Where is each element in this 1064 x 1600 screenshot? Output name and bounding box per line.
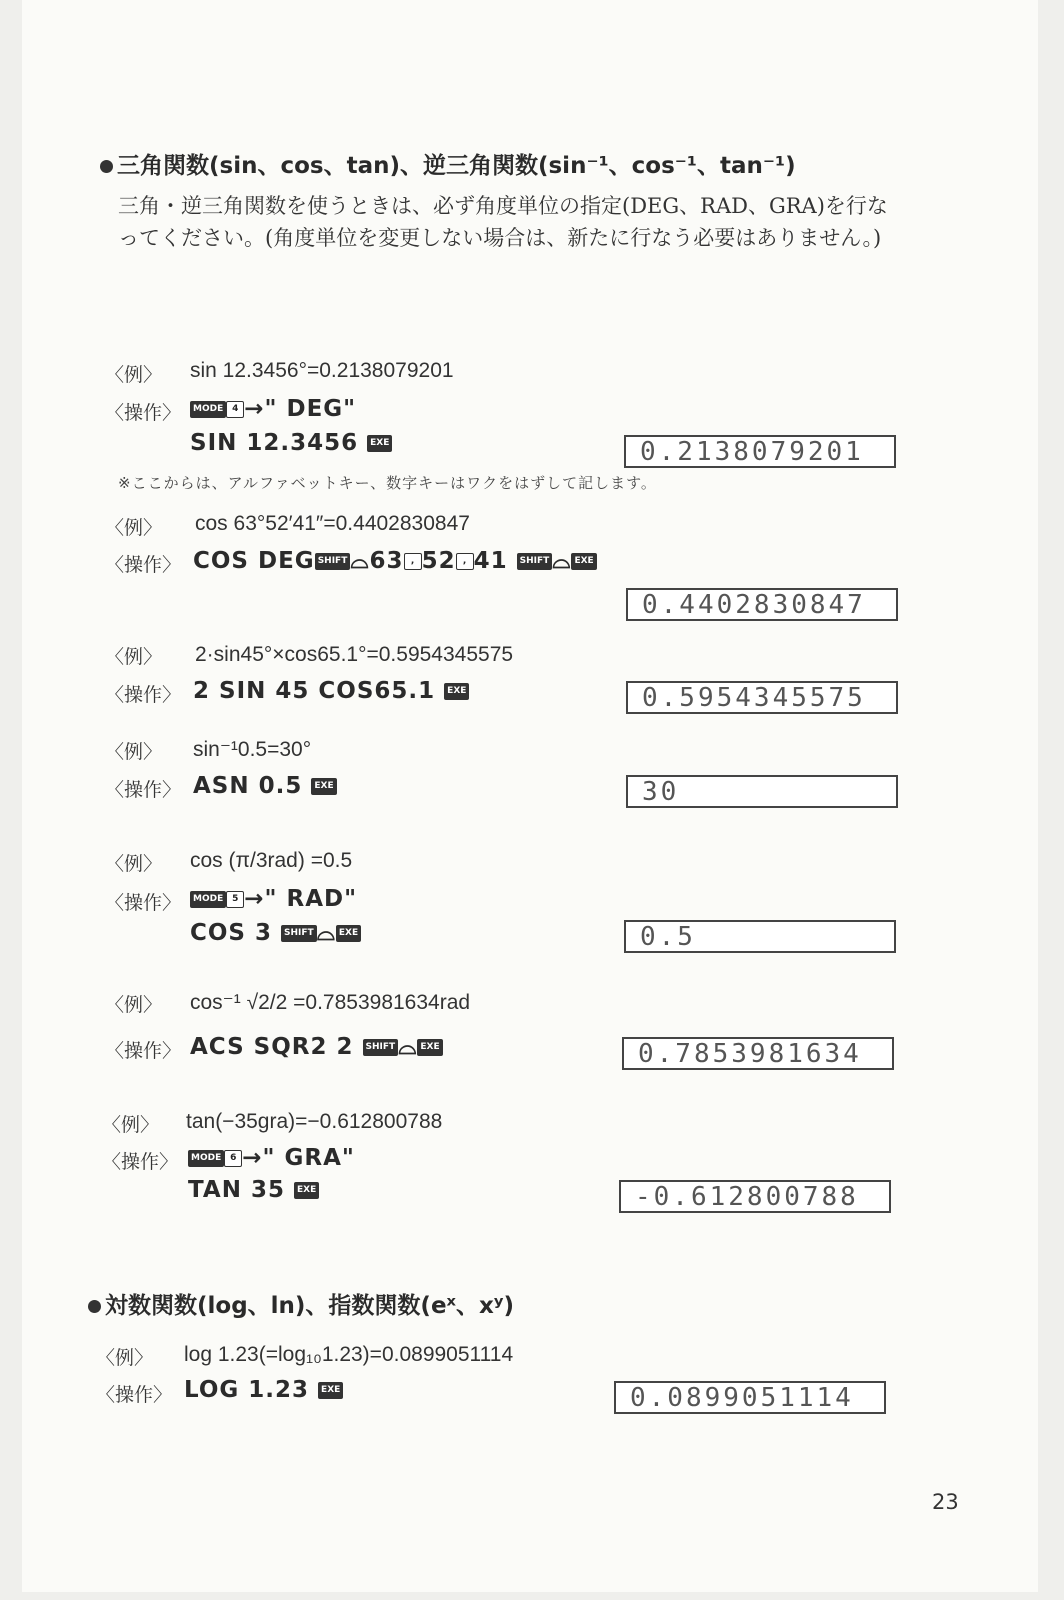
example-formula: log 1.23(=log₁₀1.23)=0.0899051114 [184, 1343, 514, 1366]
lcd-display: 0.5 [624, 920, 896, 953]
six-key: 6 [224, 1150, 242, 1167]
shift-key: SHIFT [363, 1039, 399, 1056]
exe-key: EXE [294, 1182, 319, 1199]
operation-line: ASN 0.5 EXE [193, 773, 337, 799]
example-formula: cos⁻¹ √2/2 =0.7853981634rad [190, 991, 471, 1014]
example-formula: 2·sin45°×cos65.1°=0.5954345575 [195, 643, 514, 666]
example-label: 〈例〉 [105, 364, 163, 386]
example-label: 〈例〉 [105, 994, 163, 1016]
four-key: 4 [226, 401, 244, 418]
mode-key: MODE [190, 401, 226, 418]
exe-key: EXE [311, 778, 336, 795]
operation-label: 〈操作〉 [105, 684, 182, 706]
lcd-display: 0.4402830847 [626, 588, 898, 621]
lcd-display: 0.2138079201 [624, 435, 896, 468]
example-label: 〈例〉 [96, 1347, 154, 1369]
operation-label: 〈操作〉 [105, 1040, 182, 1062]
deg-min-sec-icon: ⌓ [316, 920, 336, 946]
operation-label: 〈操作〉 [96, 1384, 173, 1406]
shift-key: SHIFT [281, 925, 317, 942]
bullet-icon [88, 1300, 101, 1313]
example-label: 〈例〉 [105, 646, 163, 668]
shift-key: SHIFT [517, 553, 553, 570]
operation-line: ACS SQR2 2 SHIFT ⌓ EXE [190, 1034, 443, 1060]
section-intro: 三角・逆三角関数を使うときは、必ず角度単位の指定(DEG、RAD、GRA)を行なってください。(角度単位を変更しない場合は、新たに行なう必要はありません。) [118, 194, 888, 250]
operation-line: MODE 5 →" RAD" [190, 886, 357, 912]
exe-key: EXE [318, 1382, 343, 1399]
operation-line: LOG 1.23 EXE [184, 1377, 343, 1403]
deg-min-sec-key: , [456, 553, 474, 570]
lcd-display: 0.5954345575 [626, 681, 898, 714]
lcd-display: -0.612800788 [619, 1180, 891, 1213]
operation-line: SIN 12.3456 EXE [190, 430, 392, 456]
section-heading-trig: 三角関数(sin、cos、tan)、逆三角関数(sin⁻¹、cos⁻¹、tan⁻¹) [100, 147, 796, 180]
example-formula: tan(−35gra)=−0.612800788 [186, 1110, 443, 1133]
example-formula: cos (π/3rad) =0.5 [190, 849, 353, 872]
example-formula: sin⁻¹0.5=30° [193, 738, 312, 761]
mode-key: MODE [190, 891, 226, 908]
operation-label: 〈操作〉 [105, 779, 182, 801]
note-text: ※ここからは、アルファベットキー、数字キーはワクをはずして記します。 [118, 474, 657, 492]
operation-line: TAN 35 EXE [188, 1177, 319, 1203]
deg-min-sec-icon: ⌓ [398, 1034, 418, 1060]
operation-label: 〈操作〉 [105, 554, 182, 576]
operation-line: MODE 4 →" DEG" [190, 396, 356, 422]
shift-key: SHIFT [315, 553, 351, 570]
lcd-display: 30 [626, 775, 898, 808]
deg-min-sec-icon: ⌓ [350, 548, 370, 574]
exe-key: EXE [367, 435, 392, 452]
lcd-display: 0.0899051114 [614, 1381, 886, 1414]
section-heading-log: 対数関数(log、ln)、指数関数(eˣ、xʸ) [88, 1287, 514, 1320]
exe-key: EXE [444, 683, 469, 700]
bullet-icon [100, 160, 113, 173]
operation-line: COS 3 SHIFT ⌓ EXE [190, 920, 361, 946]
exe-key: EXE [571, 553, 596, 570]
operation-line: 2 SIN 45 COS65.1 EXE [193, 678, 469, 704]
operation-line: COS DEG SHIFT ⌓63 , 52 , 41 SHIFT ⌓ EXE [193, 548, 597, 574]
mode-key: MODE [188, 1150, 224, 1167]
example-label: 〈例〉 [105, 853, 163, 875]
lcd-display: 0.7853981634 [622, 1037, 894, 1070]
exe-key: EXE [336, 925, 361, 942]
example-label: 〈例〉 [105, 741, 163, 763]
example-label: 〈例〉 [102, 1114, 160, 1136]
five-key: 5 [226, 891, 244, 908]
operation-label: 〈操作〉 [102, 1151, 179, 1173]
example-formula: cos 63°52′41″=0.4402830847 [195, 512, 470, 535]
example-label: 〈例〉 [105, 517, 163, 539]
example-formula: sin 12.3456°=0.2138079201 [190, 359, 454, 382]
page-number: 23 [932, 1490, 959, 1514]
deg-min-sec-key: , [404, 553, 422, 570]
exe-key: EXE [417, 1039, 442, 1056]
operation-label: 〈操作〉 [105, 402, 182, 424]
deg-min-sec-icon: ⌓ [552, 548, 572, 574]
operation-line: MODE 6 →" GRA" [188, 1145, 355, 1171]
operation-label: 〈操作〉 [105, 892, 182, 914]
